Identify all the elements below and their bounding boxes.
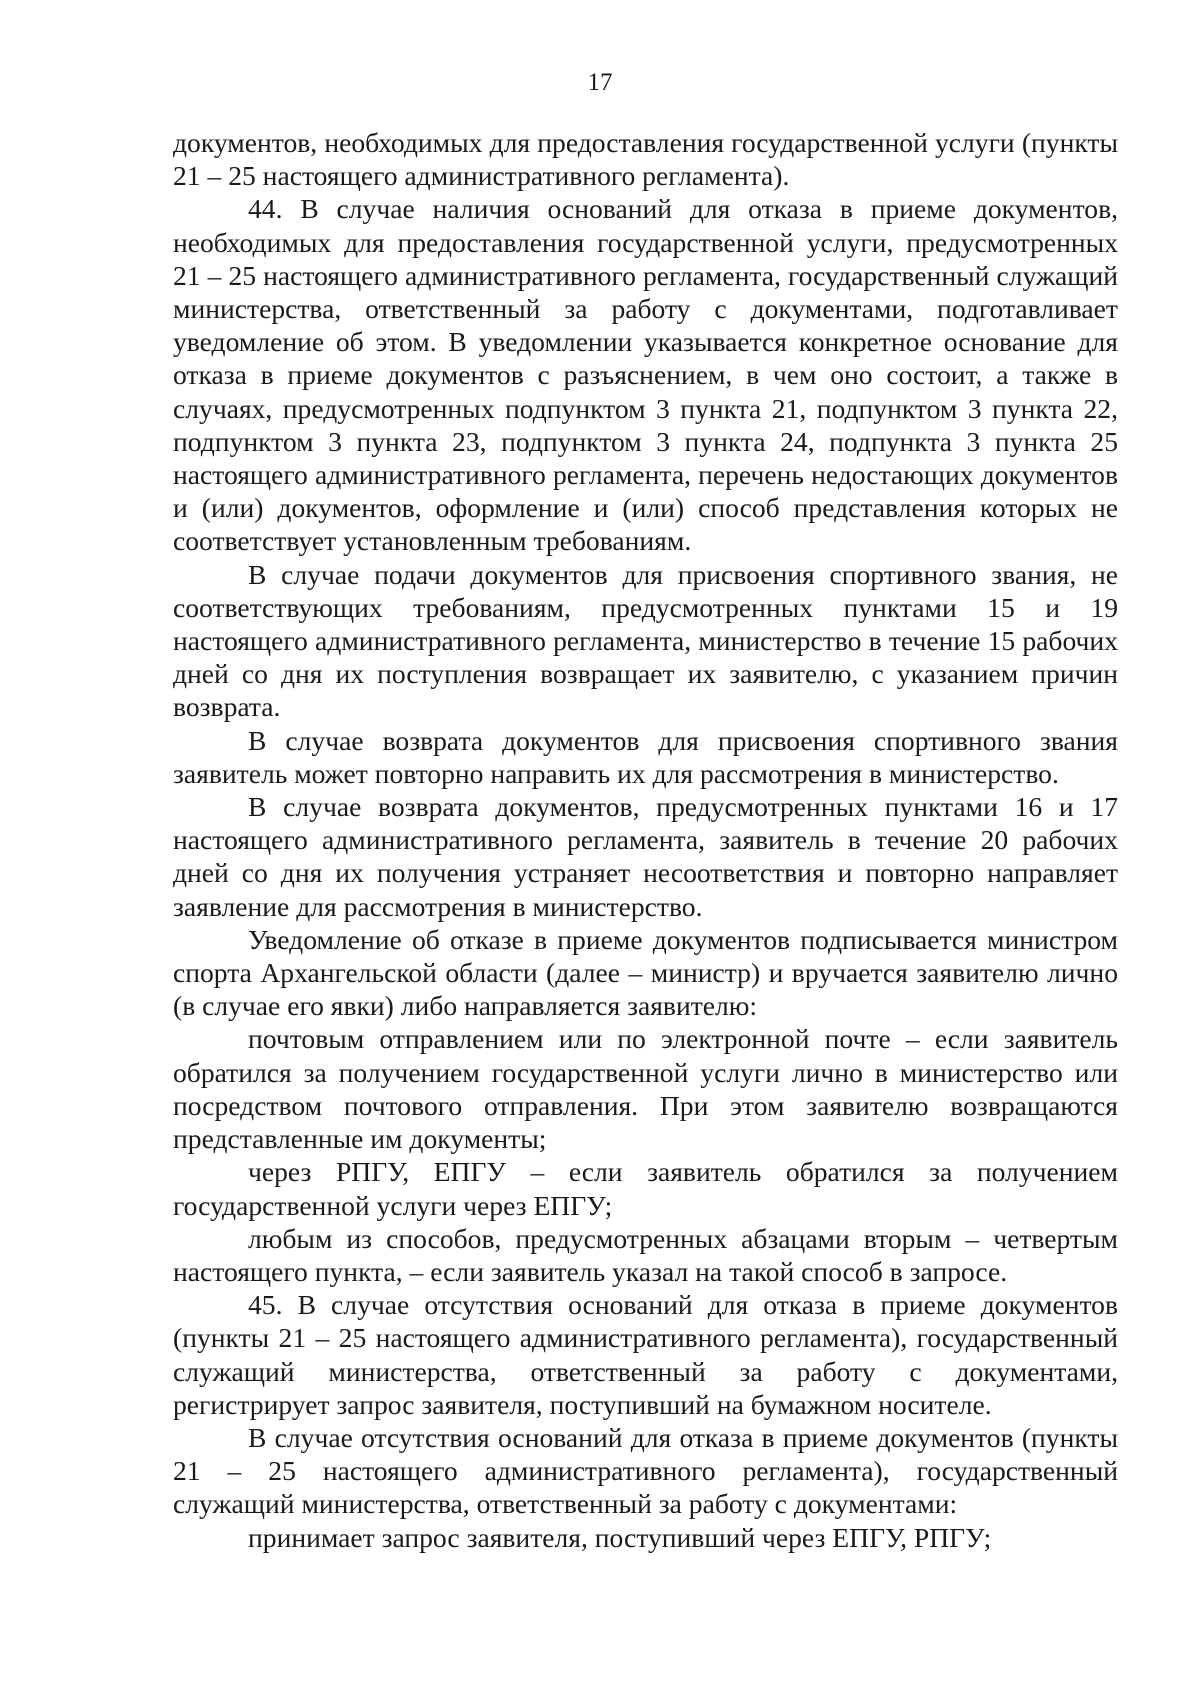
paragraph-list-item: через РПГУ, ЕПГУ – если заявитель обратился за получением государственной услуги через ЕПГУ;: [173, 1156, 1118, 1221]
paragraph-45: 45. В случае отсутствия оснований для отказа в приеме документов (пункты 21 – 25 настоящего административного регламента), государственный служащий министерства, ответственный за работу с документами, регистрирует запрос заявителя, поступивший на бумажном носителе.: [173, 1289, 1118, 1420]
document-body: [173, 126, 1118, 1554]
paragraph: В случае подачи документов для присвоения спортивного звания, не соответствующих требованиям, предусмотренных пунктами 15 и 19 настоящего административного регламента, министерство в течение 15 рабочих дней со дня их поступления возвращает их заявителю, с указанием причин возврата.: [173, 558, 1118, 723]
page-number: 17: [587, 69, 613, 96]
paragraph: Уведомление об отказе в приеме документов подписывается министром спорта Архангельской области (далее – министр) и вручается заявителю лично (в случае его явки) либо направляется заявителю:: [173, 923, 1118, 1022]
paragraph: В случае возврата документов для присвоения спортивного звания заявитель может повторно направить их для рассмотрения в министерство.: [173, 724, 1118, 789]
paragraph: В случае отсутствия оснований для отказа в приеме документов (пункты 21 – 25 настоящего административного регламента), государственный служащий министерства, ответственный за работу с документами:: [173, 1421, 1118, 1520]
paragraph-list-item: почтовым отправлением или по электронной почте – если заявитель обратился за получением государственной услуги лично в министерство или посредством почтового отправления. При этом заявителю возвращаются представленные им документы;: [173, 1023, 1118, 1155]
paragraph-list-item: принимает запрос заявителя, поступивший через ЕПГУ, РПГУ;: [248, 1521, 992, 1553]
paragraph-continuation: документов, необходимых для предоставления государственной услуги (пункты 21 – 25 настоящего административного регламента).: [173, 127, 1118, 192]
paragraph-44: 44. В случае наличия оснований для отказа в приеме документов, необходимых для предоставления государственной услуги, предусмотренных 21 – 25 настоящего административного регламента, государственный служащий министерства, ответственный за работу с документами, подготавливает уведомление об этом. В уведомлении указывается конкретное основание для отказа в приеме документов с разъяснением, в чем оно состоит, а также в случаях, предусмотренных подпунктом 3 пункта 21, подпунктом 3 пункта 22, подпунктом 3 пункта 23, подпунктом 3 пункта 24, подпункта 3 пункта 25 настоящего административного регламента, перечень недостающих документов и (или) документов, оформление и (или) способ представления которых не соответствует установленным требованиям.: [173, 193, 1118, 557]
paragraph-list-item: любым из способов, предусмотренных абзацами вторым – четвертым настоящего пункта, – если заявитель указал на такой способ в запросе.: [173, 1222, 1118, 1287]
paragraph: В случае возврата документов, предусмотренных пунктами 16 и 17 настоящего административного регламента, заявитель в течение 20 рабочих дней со дня их получения устраняет несоответствия и повторно направляет заявление для рассмотрения в министерство.: [173, 791, 1118, 922]
